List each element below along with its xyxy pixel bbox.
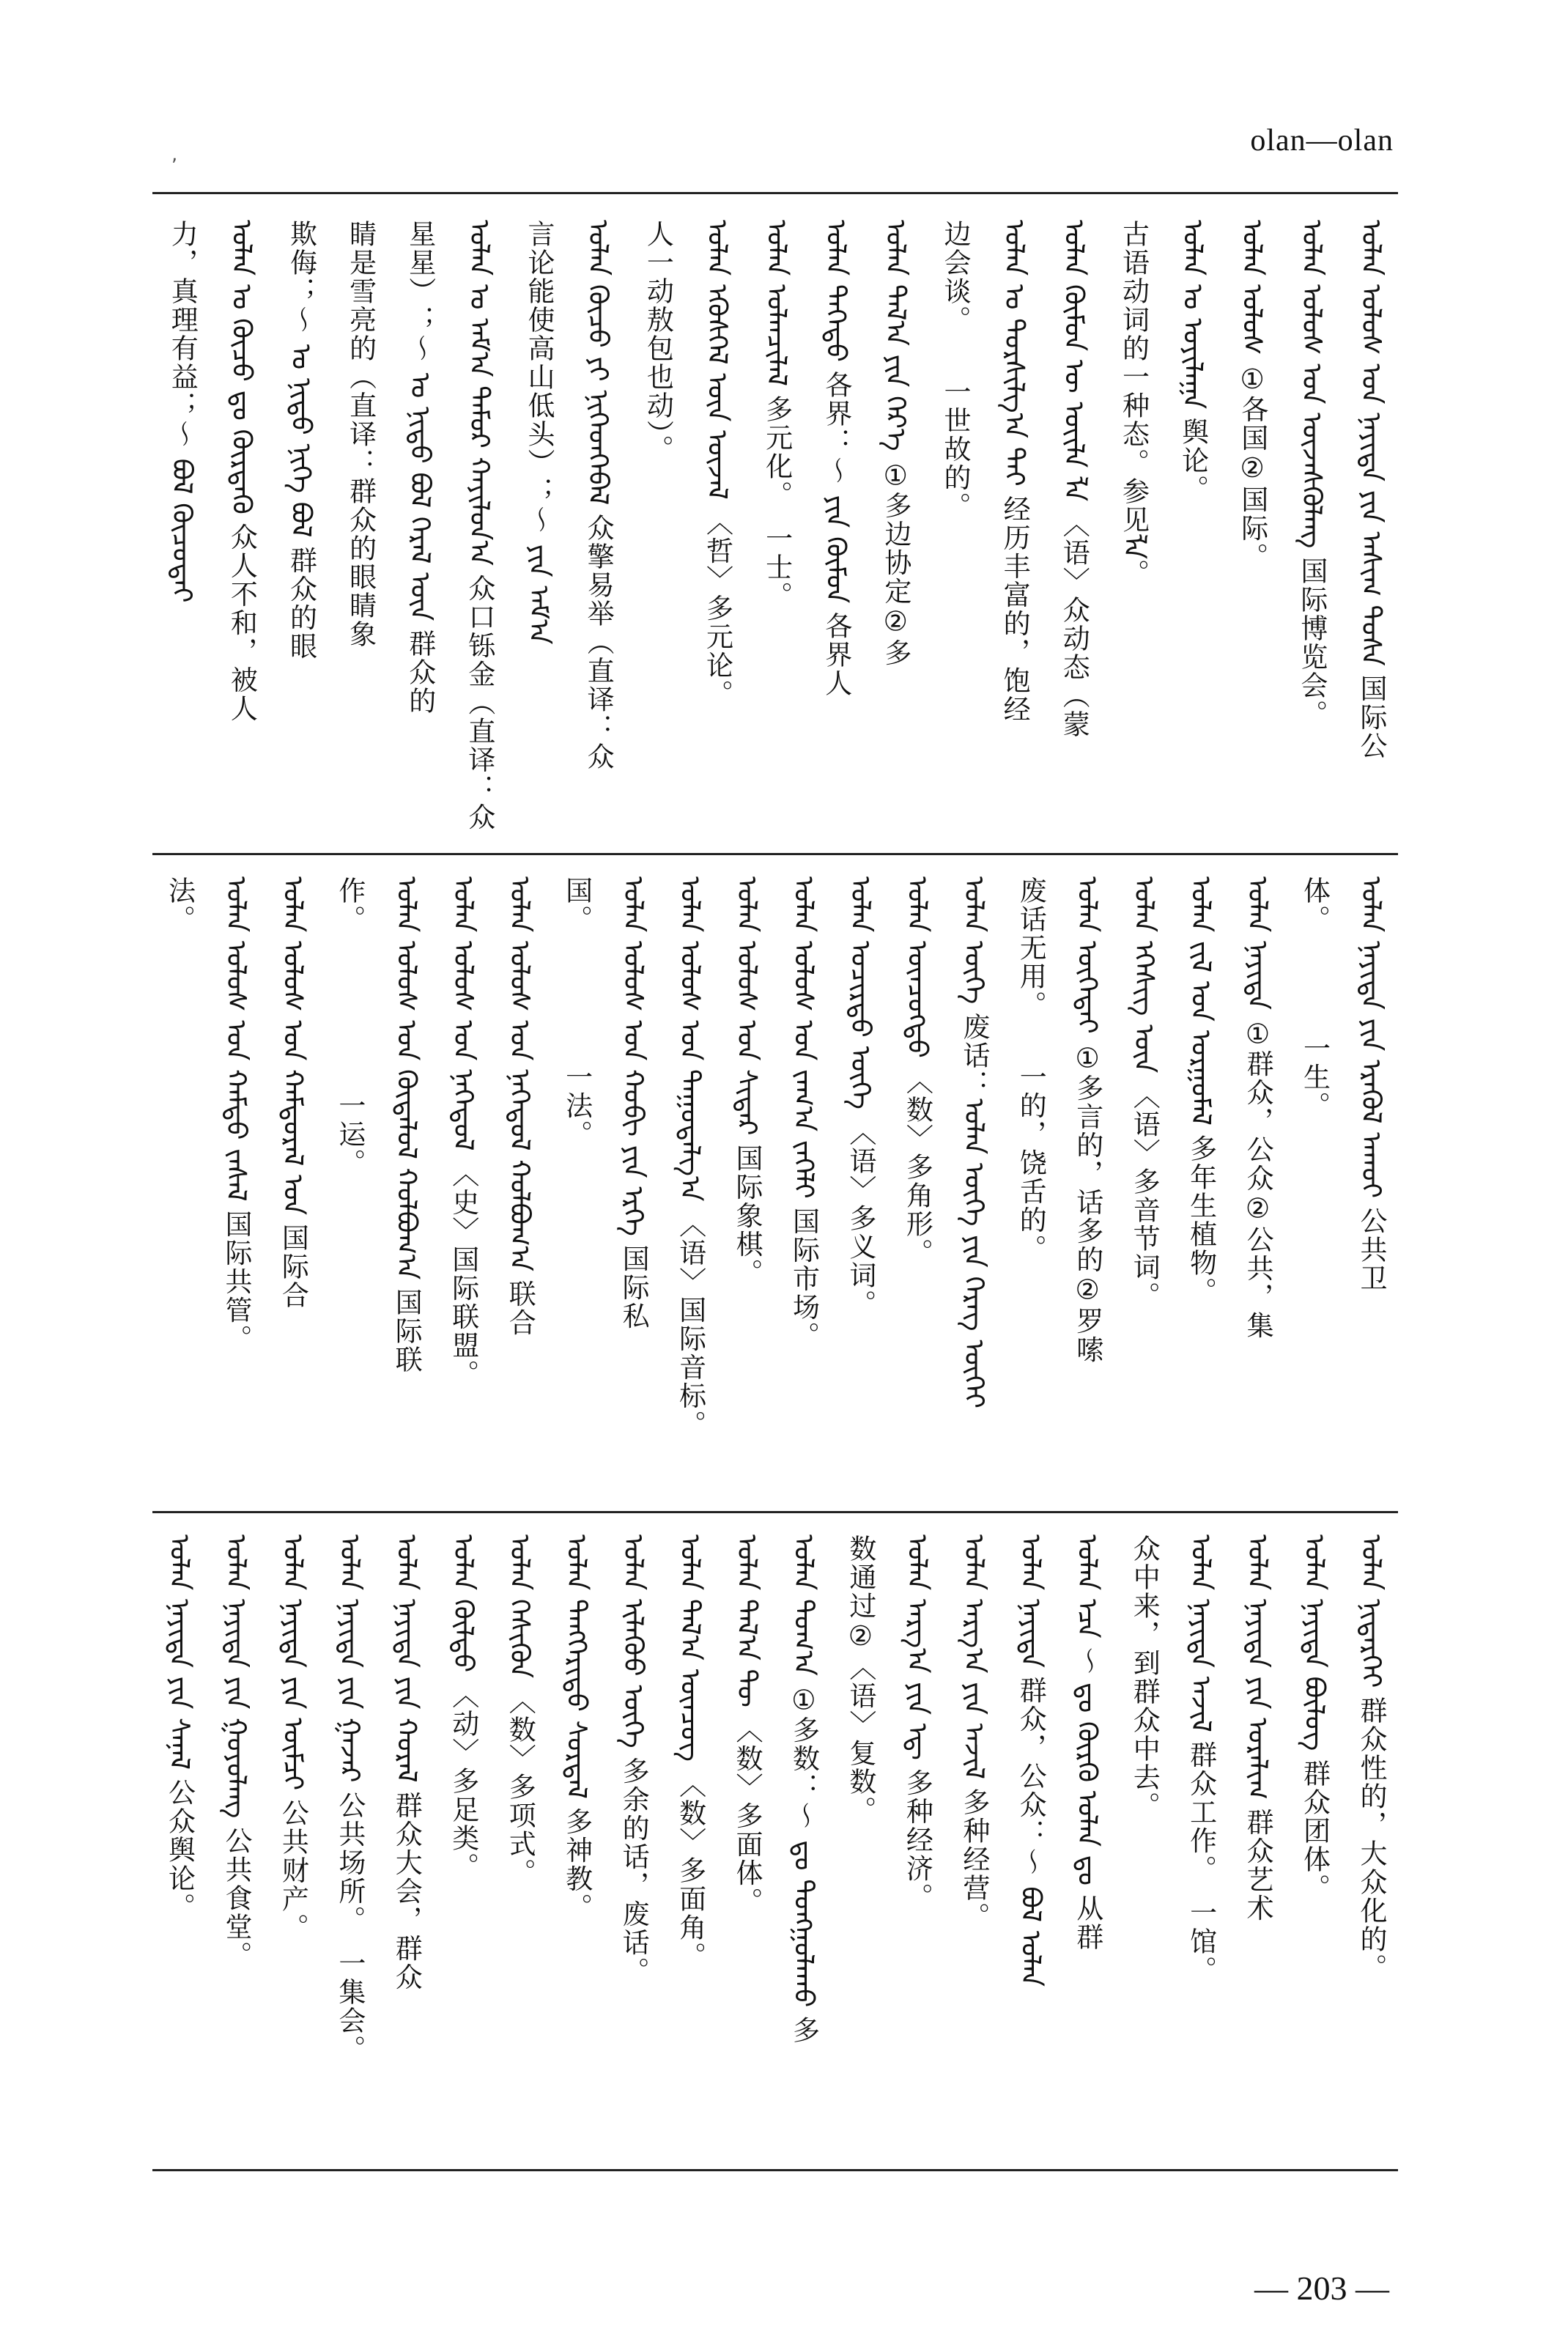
dictionary-column: 作。 一运。 <box>333 876 366 1178</box>
dictionary-column: ᠣᠯᠠᠨ ᠵᠢᠯ ᠤᠨ ᠤᠷᠭᠤᠮᠠᠯ 多年生植物。 <box>1185 876 1217 1306</box>
dictionary-column: ᠣᠯᠠᠨ ᠬᠥᠯᠲᠦ 〈动〉多足类。 <box>447 1534 479 1882</box>
dictionary-column: ᠣᠯᠠᠨ ᠨᠡᠶᠢᠲᠡ ①群众，公众②公共，集 <box>1242 876 1274 1340</box>
dictionary-column: ᠣᠯᠠᠨ ᠲᠠᠯ᠎ᠠ ᠶᠢᠨ ᠭᠡᠷ᠎ᠡ ①多边协定②多 <box>879 220 911 668</box>
dictionary-column: ᠣᠯᠠᠨ ᠨᠡᠶᠢᠲᠡ ᠶᠢᠨ ᠬᠤᠷᠠᠯ 群众大会，群众 <box>391 1534 423 1992</box>
dictionary-column: ᠣᠯᠠᠨ ᠥᠨᠴᠥᠭᠲᠦ 〈数〉多角形。 <box>901 876 933 1267</box>
band-top <box>155 220 1398 850</box>
dictionary-column: ᠣᠯᠠᠨ ᠨᠡᠶᠢᠲᠡ ᠠᠵᠢᠯ 群众工作。 一馆。 <box>1185 1534 1217 1985</box>
dictionary-column: ᠣᠯᠠᠨ ᠤᠯᠤᠰ ᠤᠨ ᠳᠠᠭᠤᠳᠠᠯᠭ᠎ᠠ 〈语〉国际音标。 <box>674 876 706 1439</box>
dictionary-column: 睛是雪亮的（直译：群众的眼睛象 <box>344 220 377 649</box>
header-rule <box>152 192 1398 194</box>
dictionary-column: ᠣᠯᠠᠨ ᠣᠯᠠᠨᠴᠢᠯᠠᠯ 多元化。 一士。 <box>761 220 793 610</box>
dictionary-column: ᠣᠯᠠᠨ ᠡᠭᠦᠰᠬᠡᠯ ᠦᠨ ᠦᠵᠡᠯ 〈哲〉多元论。 <box>701 220 733 709</box>
dictionary-column: ᠣᠯᠠᠨ ᠨᠡᠶᠢᠲᠡ ᠶᠢᠨ ᠡᠷᠡᠭᠦᠯ ᠠᠬᠤᠢ 公共卫 <box>1356 876 1387 1293</box>
dictionary-column: 法。 <box>163 876 196 934</box>
dictionary-column: ᠣᠯᠠᠨ ᠨᠡᠶᠢᠲᠡ ᠶᠢᠨ ᠰᠠᠨᠠᠯ 公众舆论。 <box>163 1534 196 1921</box>
dictionary-column: ᠣᠯᠠᠨ ᠤᠴᠢᠷᠲᠤ ᠦᠭᠡ 〈语〉多义词。 <box>844 876 876 1318</box>
dictionary-column: ᠣᠯᠠᠨ ᠤ ᠠᠮ᠎ᠠ ᠲᠡᠮᠦᠷ ᠬᠠᠶᠢᠯᠤᠨ᠎ᠠ 众口铄金（直译：众 <box>463 220 495 832</box>
dictionary-column: 体。 一生。 <box>1298 876 1331 1120</box>
dictionary-column: ᠣᠯᠠᠨ ᠤᠯᠤᠰ ᠤᠨ ᠬᠠᠮᠲᠤᠷᠠᠯ ᠤᠨ 国际合 <box>277 876 309 1309</box>
dictionary-column: ᠣᠯᠠᠨ ᠨᠡᠶᠢᠲᠡ ᠶᠢᠨ ᠭᠠᠵᠠᠷ 公共场所。 一集会。 <box>333 1534 366 2064</box>
band-bottom <box>155 1534 1398 2165</box>
dictionary-column: ᠣᠯᠠᠨ ᠤᠯᠤᠰ ᠤᠨ ᠦᠵᠡᠰᠬᠦᠯᠡᠩ 国际博览会。 <box>1295 220 1328 729</box>
dictionary-column: 废话无用。 一的，饶舌的。 <box>1015 876 1047 1263</box>
dictionary-column: ᠣᠯᠠᠨ ᠤᠯᠤᠰ ᠤᠨ ᠨᠡᠶᠢᠲᠡ ᠶᠢᠨ ᠠᠰᠢᠭ ᠲᠤᠰᠠ 国际公 <box>1356 220 1387 761</box>
page-number: — 203 — <box>1254 2269 1389 2307</box>
dictionary-column: ᠣᠯᠠᠨ ᠲᠠᠯ᠎ᠠ ᠲᠦ 〈数〉多面体。 <box>731 1534 763 1916</box>
dictionary-column: 众中来，到群众中去。 <box>1128 1534 1161 1820</box>
dictionary-column: 国。 一法。 <box>561 876 593 1149</box>
dictionary-column: ᠣᠯᠠᠨ ᠲᠡᠩᠭᠡᠷᠢᠲᠦ ᠰᠤᠷᠲᠠᠯ 多神教。 <box>561 1534 593 1922</box>
dictionary-column: ᠣᠯᠠᠨ ᠠᠷᠭ᠎ᠠ ᠶᠢᠨ ᠡᠳ᠋ 多种经济。 <box>901 1534 933 1912</box>
dictionary-column: ᠣᠯᠠᠨ ᠨᠢᠲᠡᠷᠬᠡᠢ 群众性的，大众化的。 <box>1356 1534 1387 1983</box>
dictionary-column: 古语动词的一种态。参见ᠯᠠ。 <box>1117 220 1150 588</box>
dictionary-column: ᠣᠯᠠᠨ ᠤ ᠲᠤᠷᠰᠢᠯᠭ᠎ᠠ ᠲᠠᠢ 经历丰富的，饱经 <box>999 220 1031 724</box>
dictionary-column: ᠣᠯᠠᠨ ᠢᠯᠡᠭᠦᠦ ᠦᠭᠡ 多余的话，废话。 <box>618 1534 650 1986</box>
dictionary-column: 人一动敖包也动）。 <box>642 220 674 464</box>
dictionary-column: ᠣᠯᠠᠨ ᠲᠠᠯ᠎ᠠ ᠥᠨᠴᠥᠭ 〈数〉多面角。 <box>674 1534 706 1970</box>
dictionary-column: 言论能使高山低头）；～ ᠶᠢᠨ ᠠᠮ᠎ᠠ <box>523 220 555 645</box>
band-divider-2 <box>152 1511 1398 1513</box>
footer-rule <box>152 2169 1398 2171</box>
dictionary-column: ᠣᠯᠠᠨ ᠦᠭᠡ 废话：ᠣᠯᠠᠨ ᠦᠭᠡ ᠶᠢᠨ ᠬᠡᠷᠡᠭ ᠦᠭᠡᠢ <box>958 876 990 1408</box>
dictionary-column: ᠣᠯᠠᠨ ᠭᠡᠰᠢᠭᠦᠨ 〈数〉多项式。 <box>504 1534 536 1887</box>
dictionary-column: ᠣᠯᠠᠨ ᠦᠭᠡᠲᠡᠢ ①多言的，话多的②罗嗦 <box>1071 876 1103 1364</box>
dictionary-column: 数通过②〈语〉复数。 <box>844 1534 876 1825</box>
dictionary-column: ᠣᠯᠠᠨ ᠨᠡᠶᠢᠲᠡ ᠪᠦᠯᠦᠭ 群众团体。 <box>1298 1534 1331 1903</box>
dictionary-column: ᠣᠯᠠᠨ ᠤᠯᠤᠰ ᠤᠨ ᠬᠠᠮᠲᠤ ᠵᠠᠰᠠᠯ 国际共管。 <box>220 876 252 1353</box>
dictionary-column: ᠣᠯᠠᠨ ᠬᠦᠮᠦᠨ ᠦ ᠦᠢᠯᠡ ᠯᠠ 〈语〉众动态（蒙 <box>1058 220 1090 739</box>
dictionary-column: ᠣᠯᠠᠨ ᠤᠯᠤᠰ ᠤᠨ ᠵᠠᠬ᠎ᠠ ᠵᠡᠭᠡᠯᠢ 国际市场。 <box>788 876 820 1351</box>
dictionary-column: ᠣᠯᠠᠨ ᠤᠯᠤᠰ ᠤᠨ ᠨᠡᠭᠡᠳᠦᠯ ᠬᠣᠯᠪᠣᠭ᠎ᠠ 联合 <box>504 876 536 1337</box>
dictionary-column: ᠣᠯᠠᠨ ᠤᠯᠤᠰ ᠤᠨ ᠬᠥᠳᠡᠯᠥᠯ ᠬᠣᠯᠪᠣᠭ᠎ᠠ 国际联 <box>391 876 423 1375</box>
dictionary-column: ᠣᠯᠠᠨ ᠡᠴᠡ ～ ᠳᠤ ᠬᠦᠷᠬᠦ ᠣᠯᠠᠨ ᠳᠤ 从群 <box>1071 1534 1103 1951</box>
band-divider-1 <box>152 853 1398 855</box>
dictionary-column: ᠣᠯᠠᠨ ᠨᠡᠶᠢᠲᠡ ᠶᠢᠨ ᠭᠣᠶᠣᠯᠠᠩ 公共食堂。 <box>220 1534 252 1970</box>
dictionary-column: ᠣᠯᠠᠨ ᠲᠣᠭ᠎ᠠ ①多数：～ ᠳᠤ ᠳᠤᠩᠭᠤᠯᠠᠬᠤ 多 <box>788 1534 820 2045</box>
margin-mark: , <box>171 144 178 166</box>
dictionary-column: ᠣᠯᠠᠨ ᠤᠯᠤᠰ ①各国②国际。 <box>1236 220 1268 572</box>
dictionary-column: ᠣᠯᠠᠨ ᠨᠡᠶᠢᠲᠡ ᠶᠢᠨ ᠥᠮᠴᠢ 公共财产。 <box>277 1534 309 1942</box>
running-head: olan—olan <box>1250 124 1394 158</box>
dictionary-column: 边会谈。 一世故的。 <box>939 220 972 521</box>
dictionary-column: ᠣᠯᠠᠨ ᠡᠭᠡᠰᠢᠭ ᠦᠨ 〈语〉多音节词。 <box>1128 876 1161 1311</box>
dictionary-column: ᠣᠯᠠᠨ ᠠᠷᠭ᠎ᠠ ᠶᠢᠨ ᠠᠵᠢᠯ 多种经营。 <box>958 1534 990 1931</box>
dictionary-column: 力，真理有益；～ ᠪᠣᠯ ᠬᠦᠴᠦᠲᠡᠢ <box>166 220 199 603</box>
band-middle <box>155 876 1398 1507</box>
dictionary-column: ᠣᠯᠠᠨ ᠤᠯᠤᠰ ᠤᠨ ᠬᠤᠪᠢ ᠶᠢᠨ ᠡᠷᠬᠡ 国际私 <box>618 876 650 1331</box>
dictionary-column: ᠣᠯᠠᠨ ᠤᠯᠤᠰ ᠤᠨ ᠰᠢᠲᠠᠷ 国际象棋。 <box>731 876 763 1288</box>
dictionary-column: ᠣᠯᠠᠨ ᠳᠡᠭᠡᠳᠦ 各界：～ ᠶᠢᠨ ᠬᠦᠮᠦᠨ 各界人 <box>820 220 852 698</box>
dictionary-column: ᠣᠯᠠᠨ ᠤᠯᠤᠰ ᠤᠨ ᠨᠡᠭᠡᠳᠦᠯ 〈史〉国际联盟。 <box>447 876 479 1389</box>
dictionary-column: 欺侮；～ ᠤ ᠨᠢᠳᠦ ᠨᠢᠭᠡ ᠪᠣᠯ 群众的眼 <box>285 220 317 661</box>
dictionary-column: ᠣᠯᠠᠨ ᠬᠦᠴᠦ ᠶᠢ ᠨᠢᠭᠡᠳᠬᠡᠪᠡᠯ 众擎易举（直译：众 <box>583 220 615 772</box>
dictionary-column: ᠣᠯᠠᠨ ᠤ ᠣᠶᠢᠯᠠᠭᠠ 舆论。 <box>1177 220 1209 503</box>
dictionary-column: ᠣᠯᠠᠨ ᠨᠡᠶᠢᠲᠡ ᠶᠢᠨ ᠤᠷᠠᠯᠢᠭ 群众艺术 <box>1242 1534 1274 1923</box>
dictionary-column: ᠣᠯᠠᠨ ᠤ ᠬᠦᠴᠦ ᠳᠤ ᠬᠦᠷᠳᠡᠬᠦ 众人不和，被人 <box>226 220 258 723</box>
dictionary-column: ᠣᠯᠠᠨ ᠨᠡᠶᠢᠲᠡ 群众，公众：～ ᠪᠣᠯ ᠣᠯᠠᠨ <box>1015 1534 1047 1987</box>
dictionary-column: 星星）；～ ᠤ ᠨᠢᠳᠦ ᠪᠣᠯ ᠭᠡᠷᠡᠯ ᠦᠨ 群众的 <box>404 220 436 716</box>
